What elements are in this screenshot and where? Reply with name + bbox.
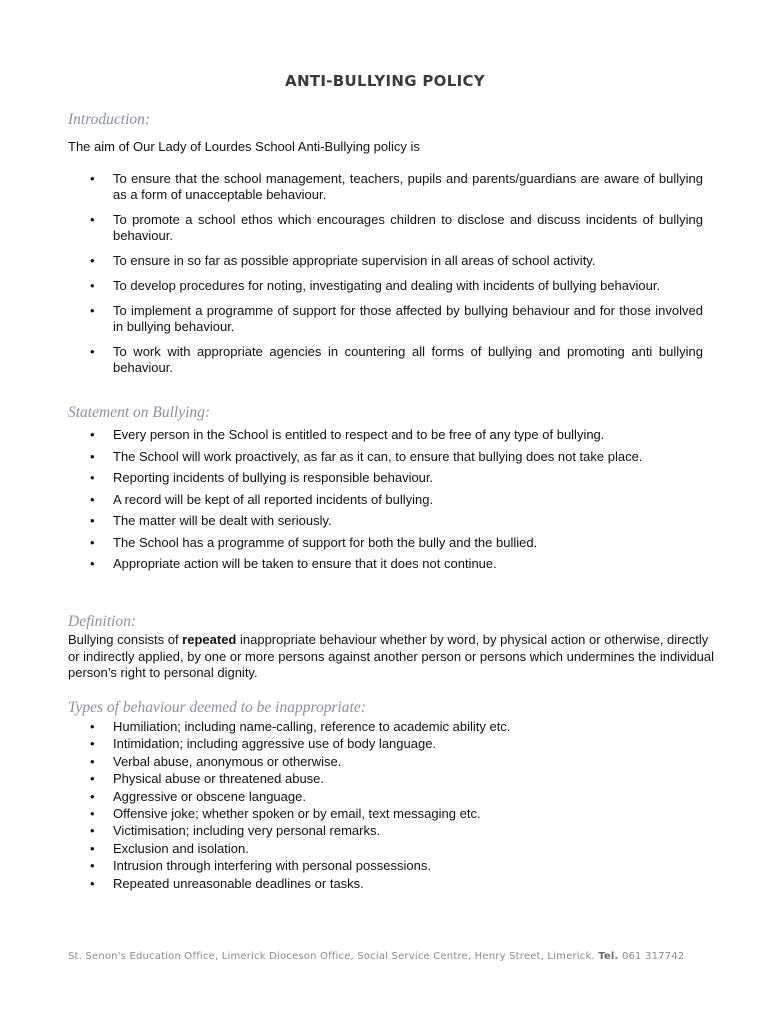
list-item: • The School has a programme of support for both the bully and the bullied. (0, 535, 703, 551)
types-heading: Types of behaviour deemed to be inappropriate: (68, 699, 366, 716)
list-item: • Appropriate action will be taken to ensure that it does not continue. (0, 556, 703, 572)
list-item: • Physical abuse or threatened abuse. (0, 771, 703, 787)
list-item: • Exclusion and isolation. (0, 841, 703, 857)
definition-heading: Definition: (68, 613, 137, 630)
list-item: • The School will work proactively, as far as it can, to ensure that bullying does not take place. (0, 449, 703, 465)
list-item: • To implement a programme of support for those affected by bullying behaviour and for those involved in bullying behaviour. (0, 303, 703, 335)
list-item: • Reporting incidents of bullying is responsible behaviour. (0, 470, 703, 486)
definition-emphasis: repeated (182, 632, 237, 647)
list-item: • To work with appropriate agencies in countering all forms of bullying and promoting anti bullying behaviour. (0, 344, 703, 376)
list-item: • A record will be kept of all reported incidents of bullying. (0, 492, 703, 508)
introduction-list (0, 171, 703, 385)
list-item: • Intimidation; including aggressive use of body language. (0, 736, 703, 752)
introduction-heading: Introduction: (68, 111, 151, 128)
list-item: • Verbal abuse, anonymous or otherwise. (0, 754, 703, 770)
footer-address (68, 951, 684, 962)
list-item: • The matter will be dealt with seriously. (0, 513, 703, 529)
list-item: • Every person in the School is entitled to respect and to be free of any type of bullying. (0, 427, 703, 443)
footer-address-text: St. Senon's Education Office, Limerick Dioceson Office, Social Service Centre, Henry Street, Limerick. (68, 951, 595, 962)
types-list (0, 719, 703, 893)
statement-list (0, 427, 703, 578)
definition-text (68, 632, 718, 682)
list-item: • Humiliation; including name-calling, reference to academic ability etc. (0, 719, 703, 735)
list-item: • Aggressive or obscene language. (0, 789, 703, 805)
statement-heading: Statement on Bullying: (68, 404, 211, 421)
list-item: • To promote a school ethos which encourages children to disclose and discuss incidents of bullying behaviour. (0, 212, 703, 244)
footer-tel-label: Tel. (598, 951, 619, 962)
definition-text-end: inappropriate behaviour whether by word, by physical action or otherwise, directly or indirectly applied, by one or more persons against another person or persons which undermines the individual person’s right to personal dignity. (68, 632, 715, 680)
list-item: • To develop procedures for noting, investigating and dealing with incidents of bullying behaviour. (0, 278, 703, 294)
list-item: • Offensive joke; whether spoken or by email, text messaging etc. (0, 806, 703, 822)
list-item: • To ensure in so far as possible appropriate supervision in all areas of school activity. (0, 253, 703, 269)
footer-tel-number: 061 317742 (621, 951, 685, 962)
list-item: • Intrusion through interfering with personal possessions. (0, 858, 703, 874)
page-title: ANTI-BULLYING POLICY (285, 72, 485, 90)
list-item: • Victimisation; including very personal remarks. (0, 823, 703, 839)
list-item: • To ensure that the school management, teachers, pupils and parents/guardians are aware of bullying as a form of unacceptable behaviour. (0, 171, 703, 203)
list-item: • Repeated unreasonable deadlines or tasks. (0, 876, 703, 892)
definition-text-start: Bullying consists of (68, 632, 183, 647)
introduction-lead: The aim of Our Lady of Lourdes School Anti-Bullying policy is (68, 139, 420, 154)
